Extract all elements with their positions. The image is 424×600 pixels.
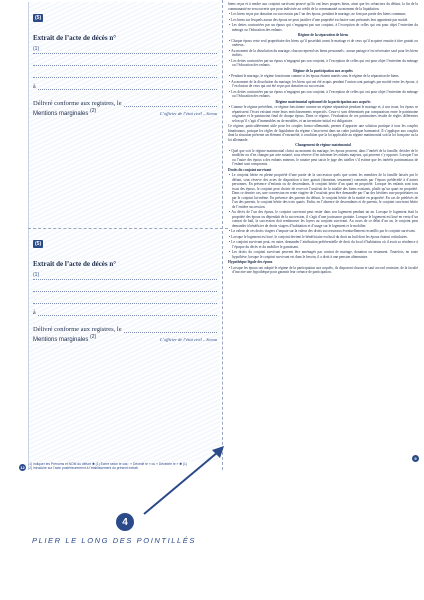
fold-line-vertical <box>222 0 223 470</box>
marginal-notes-area[interactable] <box>33 343 217 433</box>
footnote-2: (2) Introduire sur l’acte postérieurement à l’établissement du présent extrait. <box>28 466 139 471</box>
list-item: • Au décès de l’un des époux, le conjoint survivant peut rester dans son logement pendant un an. Lorsque le logement était la propriété des époux ou dépendait de la succession, il s’agit d’une jouissance gratuite. Lorsque le logement est loué en vertu d’un contrat de bail, la succession doit rembourser les loyers au conjoint survivant. Au cours de ce délai d’un an, le conjoint peut demander à bénéficier de droits viagers d’habitation et d’usage sur le logement et le mobilier. <box>229 210 418 228</box>
footnote-1: (1) Indiquer les Prénoms et NOM du défunt ✱ (1) Écrire selon le cas : « Décédé le » ou « Décédée le » ✱ (1) <box>28 462 187 466</box>
section-heading: Hypothèque légale des époux <box>228 260 273 264</box>
list-item: • Les droits du conjoint survivant peuvent être aménagés par contrat de mariage, donation ou testament. Toutefois, en toute hypothèse, lorsque le conjoint survivant est dans le besoin, il a droit à une pension alimentaire. <box>229 250 418 259</box>
form-block-top <box>33 6 217 207</box>
section-heading: Régime matrimonial optionnel de la participation aux acquêts <box>275 99 371 104</box>
list-item: • Les dettes contractées par un époux qui s’engagent pas son conjoint, à l’exception de celles qui ont pour objet l’entretien du ménage ou l’éducation des enfants. <box>229 23 418 32</box>
list-item: • Les dettes contractées par un époux n’engagent pas son conjoint, à l’exception de celles qui ont pour objet l’entretien du ménage ou l’éducation des enfants. <box>229 58 418 67</box>
list-item: • La valeur de ces droits viagers s’impute sur la valeur des droits successoraux éventuellement recueillis par le conjoint survivant. <box>229 229 416 233</box>
list-item: • Chaque époux reste seul propriétaire des biens qu’il possédait avant le mariage et de ceux qu’il acquiert ensuite à titre gratuit ou onéreux. <box>229 38 418 47</box>
form-number-badge: (5) <box>35 241 42 247</box>
legal-text-column <box>228 2 418 460</box>
list-item: • Le conjoint hérite en pleine propriété d’une partie de la succession quels que soient les membres de la famille laissés par le défunt, sous réserve des actes de disposition à titre gratuit (donation, testament) consentis par l’époux prédécédé à d’autres personnes. En présence d’enfants ou de descendants, le conjoint hérite d’un quart en propriété. Lorsque les enfants sont tous issus des époux, le conjoint peut choisir de recevoir l’usufruit de la totalité des biens existants, plutôt qu’un quart en propriété. Dans ce dernier cas, une conversion en rente viagère de l’usufruit peut être demandée par l’un des héritiers nus-propriétaires ou par le conjoint lui-même. En présence des parents du défunt, le conjoint hérite de la moitié en propriété. En cas de prédécès de l’un des parents, le conjoint hérite des trois quarts. Enfin, en l’absence de descendants et de parents, le conjoint survivant hérite de l’entière succession. <box>229 173 418 209</box>
form-number-badge: (5) <box>35 15 42 21</box>
issued-date-field[interactable]: Délivré conforme aux registres, le <box>33 326 217 333</box>
fold-line-horizontal <box>28 228 228 229</box>
page-number-right: 9 <box>412 455 419 462</box>
blank-field-line[interactable] <box>33 294 217 304</box>
form-title: Extrait de l’acte de décès n° <box>33 34 117 42</box>
list-item: • Les biens sur lesquels aucun des époux ne peut justifier d’une propriété exclusive sont présumés leur appartenir par moitié. <box>229 17 409 22</box>
list-item: • Le conjoint survivant peut, en outre, demander l’attribution préférentielle de droit du local d’habitation où il avait sa résidence à l’époque du décès et du mobilier le garnissant. <box>229 240 418 249</box>
list-item: • Au moment de la dissolution du mariage, les biens qui ont été acquis pendant l’union sont partagés par moitié entre les époux, à l’exclusion de ceux qui ont été reçus par donation ou succession. <box>229 79 418 88</box>
registrar-seal-label: L’officier de l’état civil – Sceau <box>160 337 217 342</box>
paragraph: biens reçus et à rendre aux conjoint survivant prouvé qu’ils ont leurs propres biens, ainsi que les créanciers du défunt, la fin de la communauté ne sera ouverte que pour indivisée au crédit de la communauté au moment de la liquidation. <box>228 2 418 11</box>
marginal-notes-area[interactable] <box>33 117 217 207</box>
blank-field-line[interactable] <box>33 282 217 292</box>
list-item: • Quel que soit le régime matrimonial choisi au moment du mariage, les époux peuvent, dans l’intérêt de la famille, décider de le modifier ou d’en changer par acte notarié, sous réserve d’en informer les enfants majeurs, qui peuvent s’y opposer. Lorsque l’un ou l’autre des époux a des enfants mineurs, le notaire peut saisir le juge des tutelles s’il estime que les intérêts patrimoniaux de l’enfant sont compromis. <box>229 148 418 166</box>
marginal-notes-label: Mentions marginales $^{(2)}$ <box>33 108 97 117</box>
list-item: • Comme le régime précédent, ce régime fonctionne comme un régime séparatiste pendant le mariage et, à son issue, les époux se répartissent l’écart existant entre leurs enrichissements respectifs. Ceux-ci sont déterminés par comparaison entre le patrimoine originaire et le patrimoine final de chaque époux. Dans ce régime, l’évaluation de ces patrimoines résulte de règles différentes selon qu’il s’agit d’immeubles ou de meubles, et un inventaire initial est obligatoire. <box>229 105 418 123</box>
blank-field-line[interactable] <box>33 56 217 66</box>
death-certificate-form-panel <box>28 2 220 462</box>
list-item: • Les biens reçus par donation ou succession par l’un des époux, pendant le mariage, ne font pas partie des biens communs. <box>229 12 407 16</box>
diagonal-arrow-icon <box>140 440 230 520</box>
fold-instruction: PLIER LE LONG DES POINTILLÉS <box>32 536 197 545</box>
paragraph: Ce régime, particulièrement utile pour les couples franco-allemands, permet d’apporter une solution pratique à tous les couples binationaux, puisque les règles de liquidation du régime s’inscrivent dans un cadre juridique harmonisé. Il s’applique aux couples dont la situation présente un élément d’extranéité, à condition que la loi applicable au régime matrimonial soit la loi française ou la loi allemande. <box>228 124 418 142</box>
section-heading: Régime de la participation aux acquêts <box>293 68 353 73</box>
step-number-badge: 4 <box>116 513 134 531</box>
list-item: • Les dettes contractées par un époux n’engagent pas son conjoint, à l’exception de celles qui ont pour objet l’entretien du ménage ou l’éducation des enfants. <box>229 89 418 98</box>
section-heading: Changement de régime matrimonial <box>295 143 351 147</box>
name-field-line[interactable]: (1) <box>33 270 217 280</box>
registrar-seal-label: L’officier de l’état civil – Sceau <box>160 111 217 116</box>
list-item: • Lorsque les époux ont adopté le régime de la participation aux acquêts, ils disposent chacun et sauf accord contraire, de la faculté d’inscrire une hypothèque pour garantir leur créance de participation. <box>229 265 418 274</box>
form-title: Extrait de l’acte de décès n° <box>33 260 117 268</box>
marginal-notes-label: Mentions marginales $^{(2)}$ <box>33 334 97 343</box>
section-heading: Droits du conjoint survivant <box>228 167 272 172</box>
list-item: • Lorsque le logement est loué, le conjoint devient le bénéficiaire exclusif du droit au bail dont les époux étaient cotitulaires. <box>229 234 408 239</box>
page-number-left: 12 <box>20 465 25 470</box>
name-field-line[interactable]: (1) <box>33 44 217 54</box>
form-block-bottom <box>33 232 217 433</box>
section-heading: Régime de la séparation de biens <box>297 33 349 37</box>
blank-field-line[interactable] <box>33 68 217 78</box>
list-item: • Pendant le mariage, le régime fonctionne comme si les époux étaient mariés sous le régime de la séparation de biens. <box>229 74 400 78</box>
list-item: • Au moment de la dissolution du mariage, chacun reprend ses biens personnels ; aucun partage n’est nécessaire sauf pour les biens indivis. <box>229 48 418 57</box>
place-field[interactable]: à <box>33 310 217 316</box>
place-field[interactable]: à <box>33 84 217 90</box>
issued-date-field[interactable]: Délivré conforme aux registres, le <box>33 100 217 107</box>
